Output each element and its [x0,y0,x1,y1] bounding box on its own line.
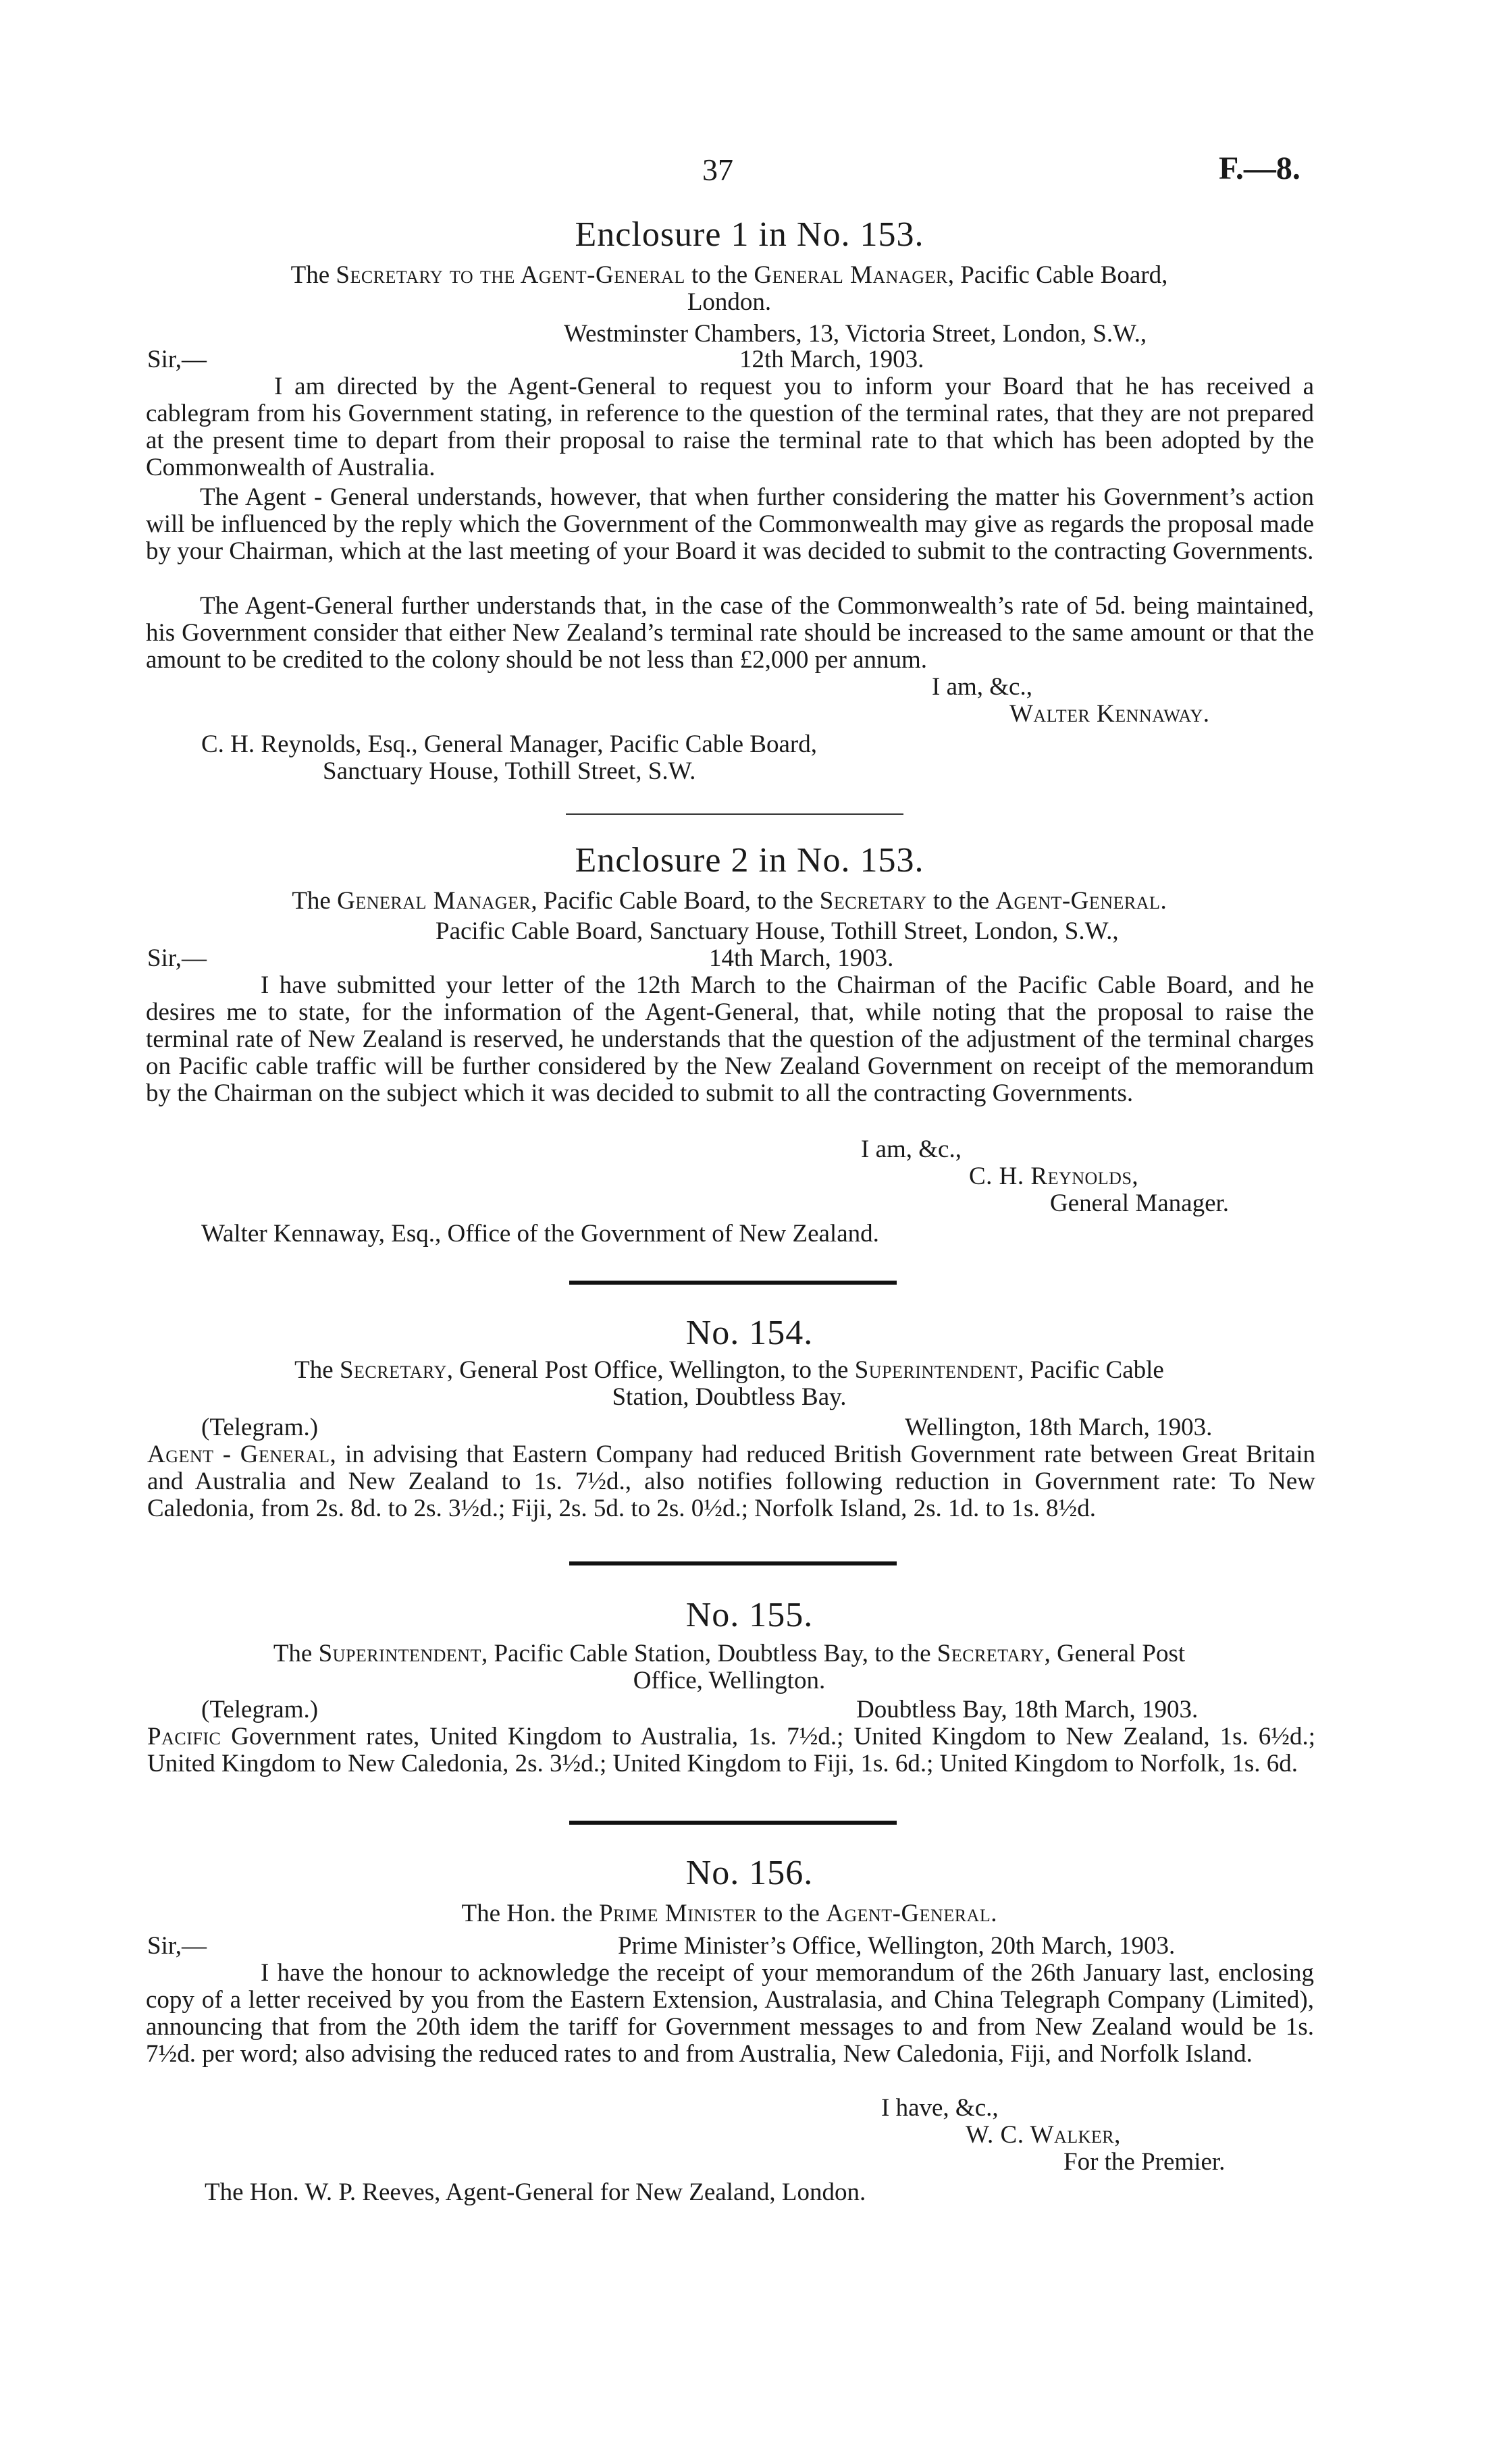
signature-title: General Manager. [1050,1189,1230,1217]
section-divider [569,1281,897,1285]
closing: I am, &c., [932,673,1032,701]
signature: Walter Kennaway. [1009,700,1210,728]
text-segment: The [292,887,338,915]
addressee: Walter Kennaway, Esq., Office of the Government of New Zealand. [201,1220,879,1248]
sender-address: Pacific Cable Board, Sanctuary House, Tothill Street, London, S.W., [436,917,1119,945]
paragraph: The Agent-General further understands that, in the case of the Commonwealth’s rate of 5d. being maintained, his Government consider that either New Zealand’s terminal rate should be increased to the same amount or that the amount to be credited to the colony should be not less than £2,000 per annum. [146,592,1314,674]
addressee: C. H. Reynolds, Esq., General Manager, Pacific Cable Board, [201,730,817,758]
section-divider [569,1561,897,1565]
text-segment: , Pacific Cable Board, [947,261,1168,289]
telegram-body [147,1723,1315,1777]
text-segment: The [290,261,336,289]
text-segment: The Hon. the [461,1900,599,1927]
from-line [145,1640,1313,1667]
closing: I have, &c., [881,2094,999,2122]
paragraph: I am directed by the Agent-General to request you to inform your Board that he has received a cablegram from his Government stating, in reference to the question of the terminal rates, that they are not prepared at the present time to depart from their proposal to raise the terminal rate to that which has been adopted by the Commonwealth of Australia. [146,373,1314,481]
title-segment: Superintendent [318,1640,481,1667]
signature: W. C. Walker, [966,2121,1121,2149]
from-line [145,1900,1313,1927]
title-segment: General Manager [754,261,948,289]
section-heading: No. 155. [685,1596,814,1634]
salutation: Sir,— [147,1932,207,1960]
sender-address: Westminster Chambers, 13, Victoria Street, London, S.W., [564,320,1147,348]
text-segment: , Pacific Cable Board, to the [531,887,820,915]
place-date: Wellington, 18th March, 1903. [905,1414,1213,1441]
text-segment: to the [926,887,996,915]
paragraph: I have submitted your letter of the 12th March to the Chairman of the Pacific Cable Board, and he desires me to state, for the information of the Agent-General, that, while noting that the proposal to raise the terminal rate of New Zealand is reserved, he understands that the question of the adjustment of the terminal charges on Pacific cable traffic will be further considered by the New Zealand Government on receipt of the memorandum by the Chairman on the subject which it was decided to submit to all the contracting Governments. [146,971,1314,1107]
from-line [145,1357,1313,1384]
document-reference: F.—8. [1219,151,1300,186]
text-segment: , General Post [1044,1640,1186,1667]
closing: I am, &c., [861,1135,962,1163]
text-segment: The [273,1640,319,1667]
title-segment: Secretary [339,1356,447,1384]
title-segment: Prime Minister [598,1900,758,1927]
title-segment: Secretary [819,887,927,915]
section-divider [569,1821,897,1825]
text-segment: . [991,1900,997,1927]
telegram-text: in advising that Eastern Company had reduced British Government rate between Great Britain and Australia and New Zealand to 1s. 7½d., also notifies following reduction in Government rate: To New Caledonia, from 2s. 8d. to 2s. 3½d.; Fiji, 2s. 5d. to 2s. 0½d.; Norfolk Island, 2s. 1d. to 1s. 8½d. [147,1441,1315,1522]
title-segment: General Manager [337,887,531,915]
text-segment: , Pacific Cable Station, Doubtless Bay, to the [481,1640,937,1667]
text-segment: to the [685,261,754,289]
title-segment: Agent-General [995,887,1161,915]
paragraph: I have the honour to acknowledge the receipt of your memorandum of the 26th January last, enclosing copy of a letter received by you from the Eastern Extension, Australasia, and China Telegraph Company (Limited), announcing that from the 20th idem the tariff for Government messages to and from New Zealand would be 1s. 7½d. per word; also advising the reduced rates to and from Australia, New Caledonia, Fiji, and Norfolk Island. [146,1959,1314,2068]
message-type: (Telegram.) [201,1414,319,1441]
place-date: Prime Minister’s Office, Wellington, 20th March, 1903. [618,1932,1176,1960]
place-date: Doubtless Bay, 18th March, 1903. [856,1696,1199,1723]
from-line [145,262,1313,289]
from-line [145,888,1313,915]
title-segment: Superintendent [854,1356,1018,1384]
text-segment: , General Post Office, Wellington, to the [446,1356,855,1384]
salutation: Sir,— [147,944,207,972]
paragraph: The Agent - General understands, however, that when further considering the matter his Government’s action will be influenced by the reply which the Government of the Commonwealth may give as regards the proposal made by your Chairman, which at the last meeting of your Board it was decided to submit to the contracting Governments. [146,483,1314,565]
addressee-continued: Sanctuary House, Tothill Street, S.W. [323,757,696,785]
title-segment: Secretary [937,1640,1045,1667]
title-segment: Agent-General [826,1900,991,1927]
addressee: The Hon. W. P. Reeves, Agent-General for New Zealand, London. [205,2178,866,2206]
telegram-lead: Pacific [147,1723,221,1750]
text-segment: , Pacific Cable [1018,1356,1164,1384]
page-number: 37 [702,153,733,187]
section-divider [566,813,903,815]
section-heading: No. 156. [685,1854,814,1892]
section-heading: No. 154. [685,1314,814,1352]
text-segment: to the [757,1900,826,1927]
text-segment: . [1160,887,1167,915]
letter-date: 12th March, 1903. [739,346,924,373]
text-segment: The [294,1356,340,1384]
telegram-lead: Agent - General, [147,1441,337,1468]
message-type: (Telegram.) [201,1696,319,1723]
salutation: Sir,— [147,346,207,373]
letter-date: 14th March, 1903. [709,944,894,972]
signature-title: For the Premier. [1063,2148,1226,2176]
section-heading: Enclosure 2 in No. 153. [575,841,924,880]
title-segment: Secretary to the Agent-General [336,261,685,289]
signature: C. H. Reynolds, [969,1162,1139,1190]
telegram-body [147,1441,1315,1522]
from-line-continued: Office, Wellington. [633,1667,826,1694]
from-line-continued: London. [687,288,772,316]
from-line-continued: Station, Doubtless Bay. [612,1383,847,1411]
section-heading: Enclosure 1 in No. 153. [575,215,924,254]
telegram-text: Government rates, United Kingdom to Australia, 1s. 7½d.; United Kingdom to New Zealand, 1s. 6½d.; United Kingdom to New Caledonia, 2s. 3½d.; United Kingdom to Fiji, 1s. 6d.; United Kingdom to Norfolk, 1s. 6d. [147,1723,1315,1777]
